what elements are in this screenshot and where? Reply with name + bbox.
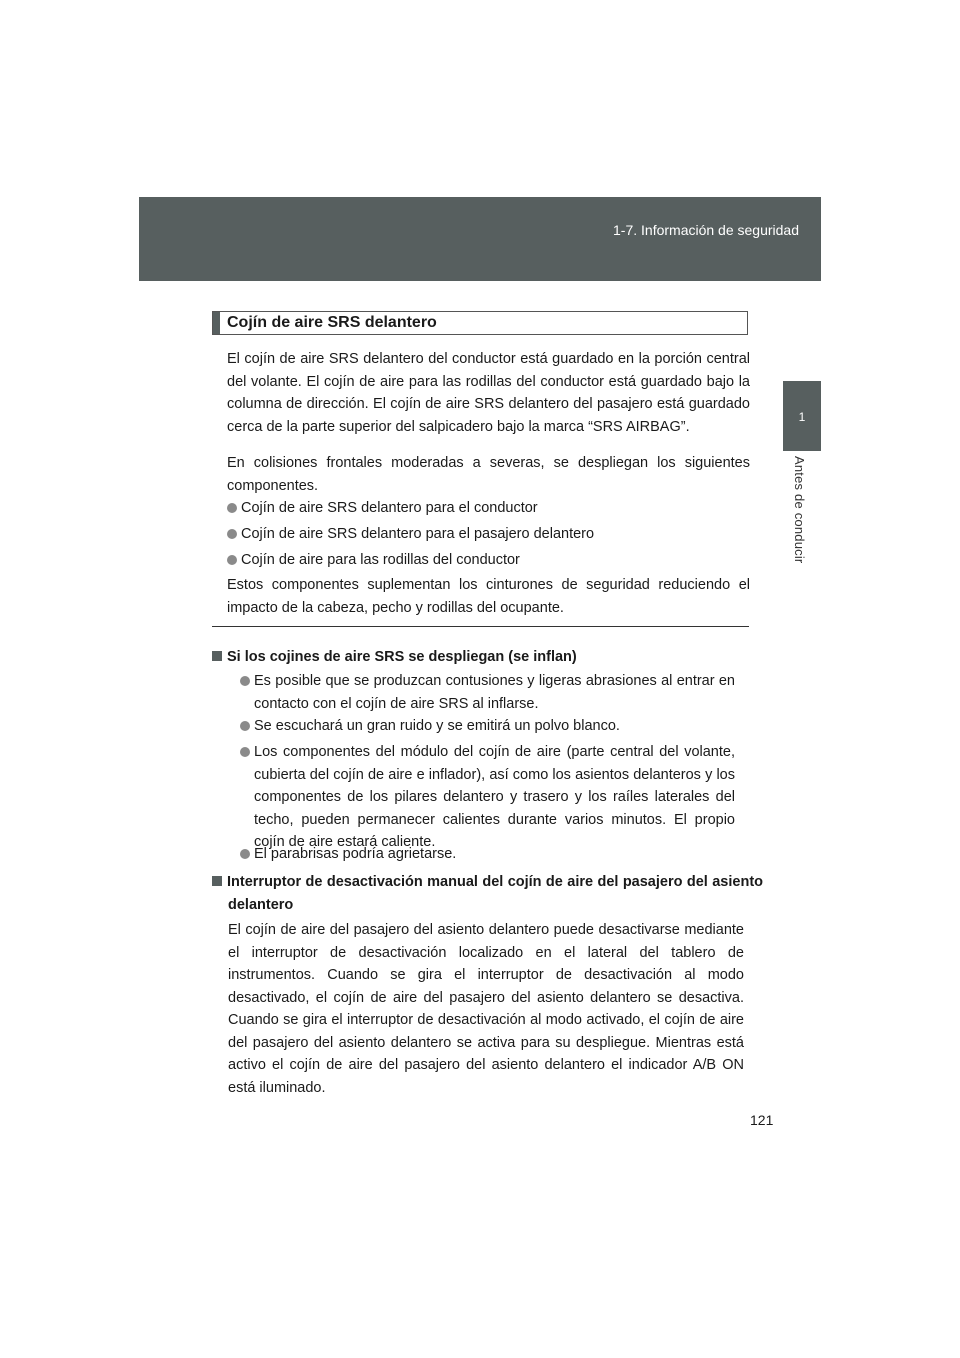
bullet-text: Cojín de aire SRS delantero para el conductor	[241, 500, 538, 516]
intro-bullet-2	[227, 523, 750, 546]
note-heading-1	[212, 646, 577, 669]
bullet-icon	[227, 555, 237, 565]
chapter-tab	[783, 381, 821, 451]
note-title: Si los cojines de aire SRS se despliegan (se inflan)	[227, 649, 577, 665]
chapter-number: 1	[798, 410, 806, 424]
square-bullet-icon	[212, 651, 222, 661]
section-divider	[212, 626, 749, 627]
note-1-bullet-2	[240, 715, 735, 738]
intro-text-1: El cojín de aire SRS delantero del conductor está guardado en la porción central del volante. El cojín de aire para las rodillas del conductor está guardado bajo la columna de dirección. El cojín de aire SRS delantero del pasajero está guardado cerca de la parte superior del salpicadero bajo la marca “SRS AIRBAG”.	[227, 351, 750, 435]
note-title: Interruptor de desactivación manual del cojín de aire del pasajero del asiento delantero	[227, 874, 763, 913]
intro-text-3: Estos componentes suplementan los cinturones de seguridad reduciendo el impacto de la cabeza, pecho y rodillas del ocupante.	[227, 577, 750, 616]
bullet-text: Es posible que se produzcan contusiones y ligeras abrasiones al entrar en contacto con el cojín de aire SRS al inflarse.	[254, 673, 735, 712]
intro-bullet-3	[227, 549, 750, 572]
bullet-icon	[240, 747, 250, 757]
note-2-body	[228, 919, 744, 1099]
bullet-icon	[240, 849, 250, 859]
note-heading-2	[212, 871, 763, 916]
bullet-icon	[227, 503, 237, 513]
chapter-label: Antes de conducir	[792, 456, 807, 564]
note-body-text: El cojín de aire del pasajero del asiento delantero puede desactivarse mediante el interruptor de desactivación localizado en el lateral del tablero de instrumentos. Cuando se gira el interruptor de desactivación al modo desactivado, el cojín de aire del pasajero del asiento delantero se desactiva. Cuando se gira el interruptor de desactivación al modo activado, el cojín de aire del pasajero del asiento delantero se activa para su despliegue. Mientras está activo el cojín de aire del pasajero del asiento delantero el indicador A/B ON está iluminado.	[228, 922, 744, 1096]
intro-bullet-1	[227, 497, 750, 520]
square-bullet-icon	[212, 876, 222, 886]
bullet-text: El parabrisas podría agrietarse.	[254, 846, 457, 862]
header-band	[139, 197, 821, 281]
title-accent-bar	[213, 312, 220, 334]
bullet-text: Se escuchará un gran ruido y se emitirá un polvo blanco.	[254, 718, 620, 734]
section-header: 1-7. Información de seguridad	[613, 222, 799, 238]
section-title-box	[212, 311, 748, 335]
bullet-icon	[227, 529, 237, 539]
intro-paragraph-3	[227, 574, 750, 619]
intro-paragraph-1	[227, 348, 750, 438]
note-1-bullet-3	[240, 741, 735, 854]
bullet-text: Cojín de aire SRS delantero para el pasajero delantero	[241, 526, 595, 542]
intro-paragraph-2	[227, 452, 750, 497]
page-number: 121	[750, 1112, 774, 1128]
intro-text-2: En colisiones frontales moderadas a severas, se despliegan los siguientes componentes.	[227, 455, 750, 494]
bullet-text: Los componentes del módulo del cojín de aire (parte central del volante, cubierta del cojín de aire e inflador), así como los asientos delanteros y los componentes de los pilares delantero y trasero y los raíles laterales del techo, pueden permanecer calientes durante varios minutos. El propio cojín de aire estará caliente.	[254, 744, 735, 850]
bullet-icon	[240, 721, 250, 731]
note-1-bullet-4	[240, 843, 735, 866]
note-1-bullet-1	[240, 670, 735, 715]
bullet-text: Cojín de aire para las rodillas del conductor	[241, 552, 520, 568]
bullet-icon	[240, 676, 250, 686]
section-title: Cojín de aire SRS delantero	[227, 314, 437, 331]
